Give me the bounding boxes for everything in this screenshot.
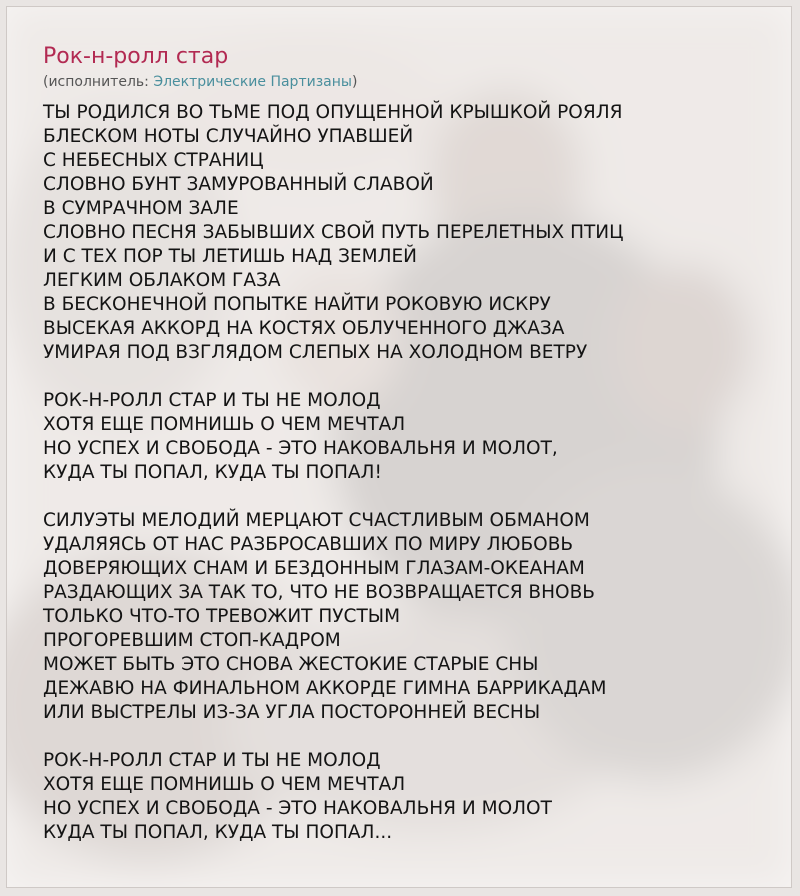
- lyric-line: НО УСПЕХ И СВОБОДА - ЭТО НАКОВАЛЬНЯ И МОЛОТ: [43, 798, 552, 819]
- artist-prefix: (исполнитель:: [43, 74, 154, 90]
- lyrics-card: [6, 6, 792, 888]
- stanza-gap: [43, 725, 771, 749]
- lyric-line: КУДА ТЫ ПОПАЛ, КУДА ТЫ ПОПАЛ...: [43, 822, 393, 843]
- lyric-line: И С ТЕХ ПОР ТЫ ЛЕТИШЬ НАД ЗЕМЛЕЙ: [43, 246, 418, 267]
- lyric-line: ПРОГОРЕВШИМ СТОП-КАДРОМ: [43, 630, 341, 651]
- lyric-line: ХОТЯ ЕЩЕ ПОМНИШЬ О ЧЕМ МЕЧТАЛ: [43, 774, 406, 795]
- stanza-gap: [43, 485, 771, 509]
- lyric-line: УДАЛЯЯСЬ ОТ НАС РАЗБРОСАВШИХ ПО МИРУ ЛЮБОВЬ: [43, 534, 574, 555]
- artist-link[interactable]: Электрические Партизаны: [153, 74, 352, 90]
- lyric-line: КУДА ТЫ ПОПАЛ, КУДА ТЫ ПОПАЛ!: [43, 462, 382, 483]
- song-content: [43, 43, 771, 845]
- lyric-line: СИЛУЭТЫ МЕЛОДИЙ МЕРЦАЮТ СЧАСТЛИВЫМ ОБМАНОМ: [43, 510, 590, 531]
- artist-line: [43, 73, 771, 91]
- lyric-line: ЛЕГКИМ ОБЛАКОМ ГАЗА: [43, 270, 281, 291]
- lyric-line: ХОТЯ ЕЩЕ ПОМНИШЬ О ЧЕМ МЕЧТАЛ: [43, 414, 406, 435]
- lyric-line: УМИРАЯ ПОД ВЗГЛЯДОМ СЛЕПЫХ НА ХОЛОДНОМ ВЕТРУ: [43, 342, 588, 363]
- lyric-line: ТОЛЬКО ЧТО-ТО ТРЕВОЖИТ ПУСТЫМ: [43, 606, 401, 627]
- lyric-line: В СУМРАЧНОМ ЗАЛЕ: [43, 198, 239, 219]
- lyric-line: ВЫСЕКАЯ АККОРД НА КОСТЯХ ОБЛУЧЕННОГО ДЖАЗА: [43, 318, 565, 339]
- lyrics-text: [43, 101, 771, 845]
- lyric-line: РОК-Н-РОЛЛ СТАР И ТЫ НЕ МОЛОД: [43, 390, 381, 411]
- lyric-line: РОК-Н-РОЛЛ СТАР И ТЫ НЕ МОЛОД: [43, 750, 381, 771]
- lyric-line: С НЕБЕСНЫХ СТРАНИЦ: [43, 150, 264, 171]
- stanza-gap: [43, 365, 771, 389]
- lyric-line: ТЫ РОДИЛСЯ ВО ТЬМЕ ПОД ОПУЩЕННОЙ КРЫШКОЙ РОЯЛЯ: [43, 102, 623, 123]
- lyric-line: ДЕЖАВЮ НА ФИНАЛЬНОМ АККОРДЕ ГИМНА БАРРИКАДАМ: [43, 678, 607, 699]
- lyric-line: СЛОВНО ПЕСНЯ ЗАБЫВШИХ СВОЙ ПУТЬ ПЕРЕЛЕТНЫХ ПТИЦ: [43, 222, 624, 243]
- lyric-line: РАЗДАЮЩИХ ЗА ТАК ТО, ЧТО НЕ ВОЗВРАЩАЕТСЯ ВНОВЬ: [43, 582, 595, 603]
- lyric-line: ДОВЕРЯЮЩИХ СНАМ И БЕЗДОННЫМ ГЛАЗАМ-ОКЕАНАМ: [43, 558, 585, 579]
- lyric-line: НО УСПЕХ И СВОБОДА - ЭТО НАКОВАЛЬНЯ И МОЛОТ,: [43, 438, 558, 459]
- artist-suffix: ): [351, 74, 358, 90]
- lyric-line: СЛОВНО БУНТ ЗАМУРОВАННЫЙ СЛАВОЙ: [43, 174, 434, 195]
- lyric-line: В БЕСКОНЕЧНОЙ ПОПЫТКЕ НАЙТИ РОКОВУЮ ИСКРУ: [43, 294, 551, 315]
- lyric-line: БЛЕСКОМ НОТЫ СЛУЧАЙНО УПАВШЕЙ: [43, 126, 414, 147]
- song-title: Рок-н-ролл стар: [43, 44, 229, 69]
- lyric-line: МОЖЕТ БЫТЬ ЭТО СНОВА ЖЕСТОКИЕ СТАРЫЕ СНЫ: [43, 654, 539, 675]
- lyric-line: ИЛИ ВЫСТРЕЛЫ ИЗ-ЗА УГЛА ПОСТОРОННЕЙ ВЕСНЫ: [43, 702, 541, 723]
